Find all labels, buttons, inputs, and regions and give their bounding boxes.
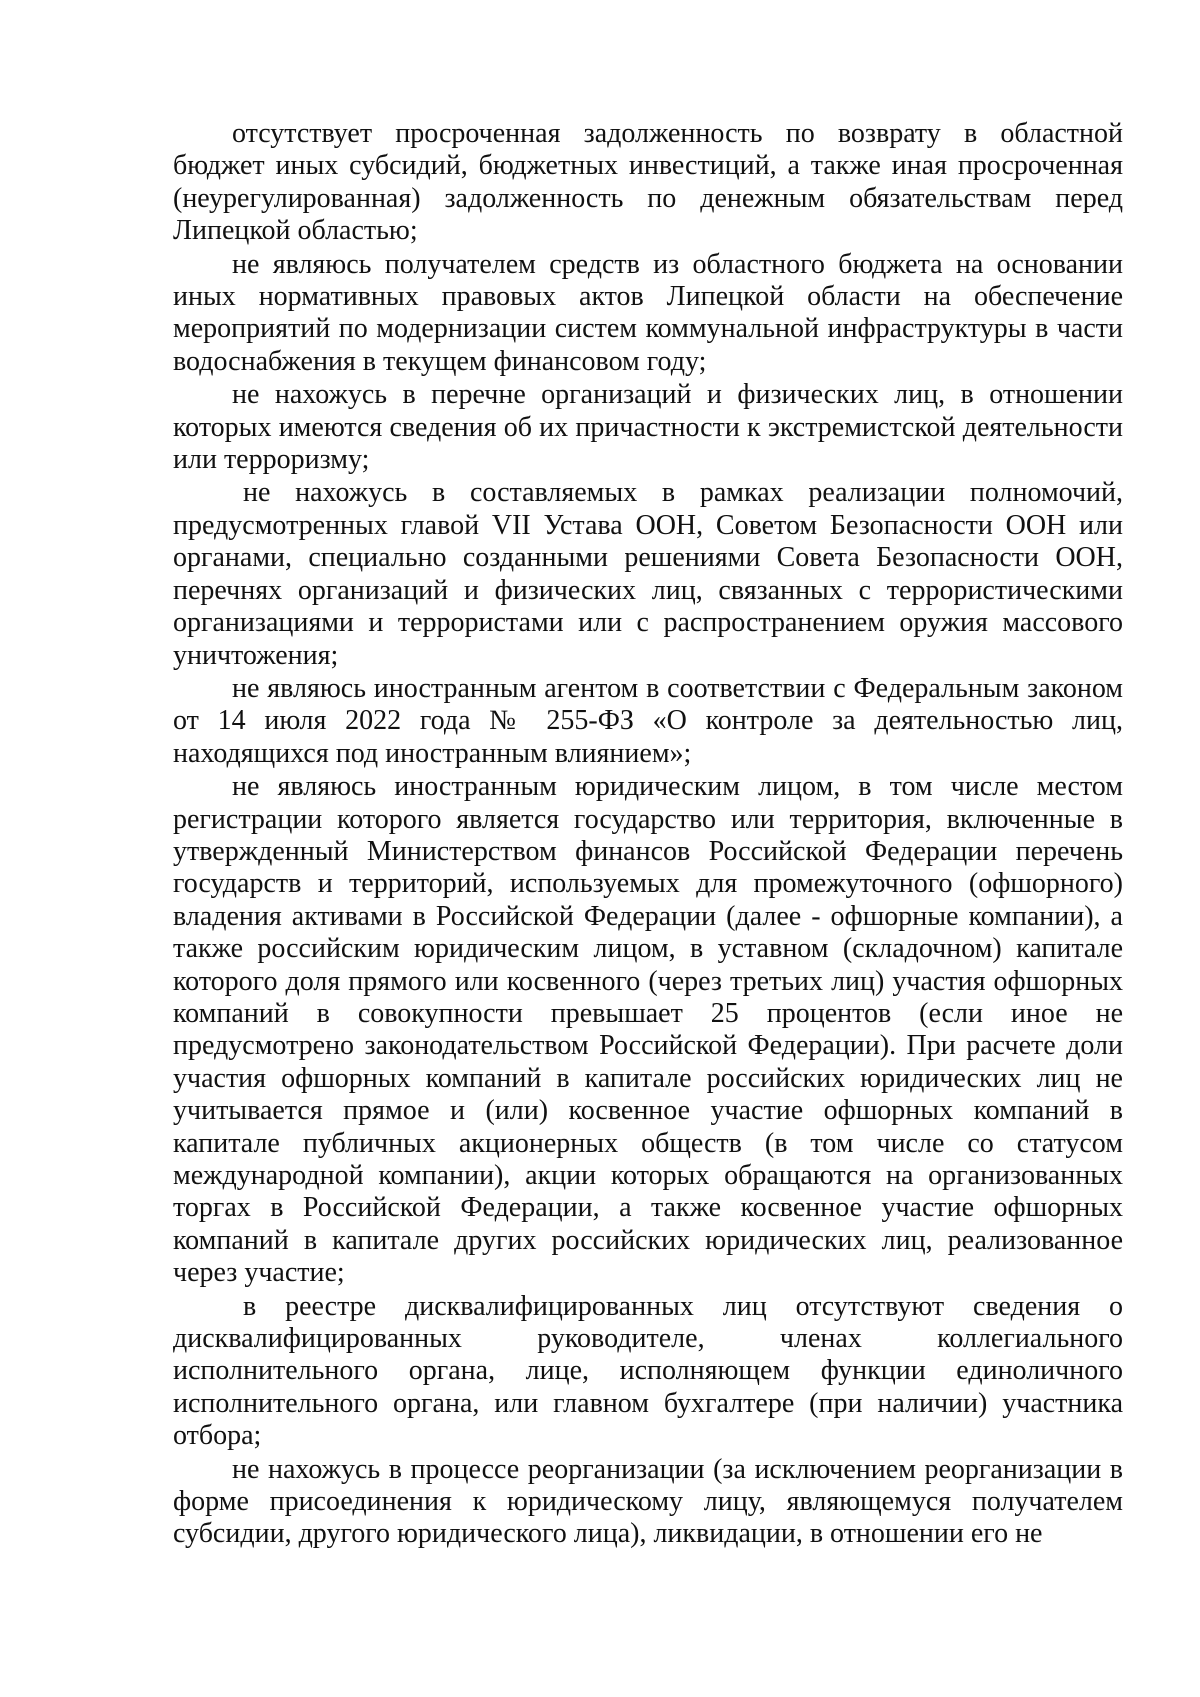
document-body	[173, 118, 1123, 1552]
paragraph-foreign-agent: не являюсь иностранным агентом в соответствии с Федеральным законом от 14 июля 2022 года № 255-ФЗ «О контроле за деятельностью лиц, находящихся под иностранным влиянием»;	[173, 672, 1123, 769]
paragraph-disqualified: в реестре дисквалифицированных лиц отсутствуют сведения о дисквалифицированных руководителе, членах коллегиального исполнительного органа, лице, исполняющем функции единоличного исполнительного органа, или главном бухгалтере (при наличии) участника отбора;	[173, 1290, 1123, 1452]
paragraph-overdue-debt: отсутствует просроченная задолженность по возврату в областной бюджет иных субсидий, бюджетных инвестиций, а также иная просроченная (неурегулированная) задолженность по денежным обязательствам перед Липецкой областью;	[173, 118, 1123, 247]
paragraph-un-lists: не нахожусь в составляемых в рамках реализации полномочий, предусмотренных главой VII Устава ООН, Советом Безопасности ООН или органами, специально созданными решениями Совета Безопасности ООН, перечнях организаций и физических лиц, связанных с террористическими организациями и террористами или с распространением оружия массового уничтожения;	[173, 477, 1123, 671]
paragraph-extremism-list: не нахожусь в перечне организаций и физических лиц, в отношении которых имеются сведения об их причастности к экстремистской деятельности или терроризму;	[173, 379, 1123, 476]
paragraph-not-recipient: не являюсь получателем средств из областного бюджета на основании иных нормативных правовых актов Липецкой области на обеспечение мероприятий по модернизации систем коммунальной инфраструктуры в части водоснабжения в текущем финансовом году;	[173, 248, 1123, 377]
paragraph-offshore: не являюсь иностранным юридическим лицом, в том числе местом регистрации которого является государство или территория, включенные в утвержденный Министерством финансов Российской Федерации перечень государств и территорий, используемых для промежуточного (офшорного) владения активами в Российской Федерации (далее - офшорные компании), а также российским юридическим лицом, в уставном (складочном) капитале которого доля прямого или косвенного (через третьих лиц) участия офшорных компаний в совокупности превышает 25 процентов (если иное не предусмотрено законодательством Российской Федерации). При расчете доли участия офшорных компаний в капитале российских юридических лиц не учитывается прямое и (или) косвенное участие офшорных компаний в капитале публичных акционерных обществ (в том числе со статусом международной компании), акции которых обращаются на организованных торгах в Российской Федерации, а также косвенное участие офшорных компаний в капитале других российских юридических лиц, реализованное через участие;	[173, 771, 1123, 1289]
paragraph-reorganization: не нахожусь в процессе реорганизации (за исключением реорганизации в форме присоединения к юридическому лицу, являющемуся получателем субсидии, другого юридического лица), ликвидации, в отношении его не	[173, 1453, 1123, 1550]
